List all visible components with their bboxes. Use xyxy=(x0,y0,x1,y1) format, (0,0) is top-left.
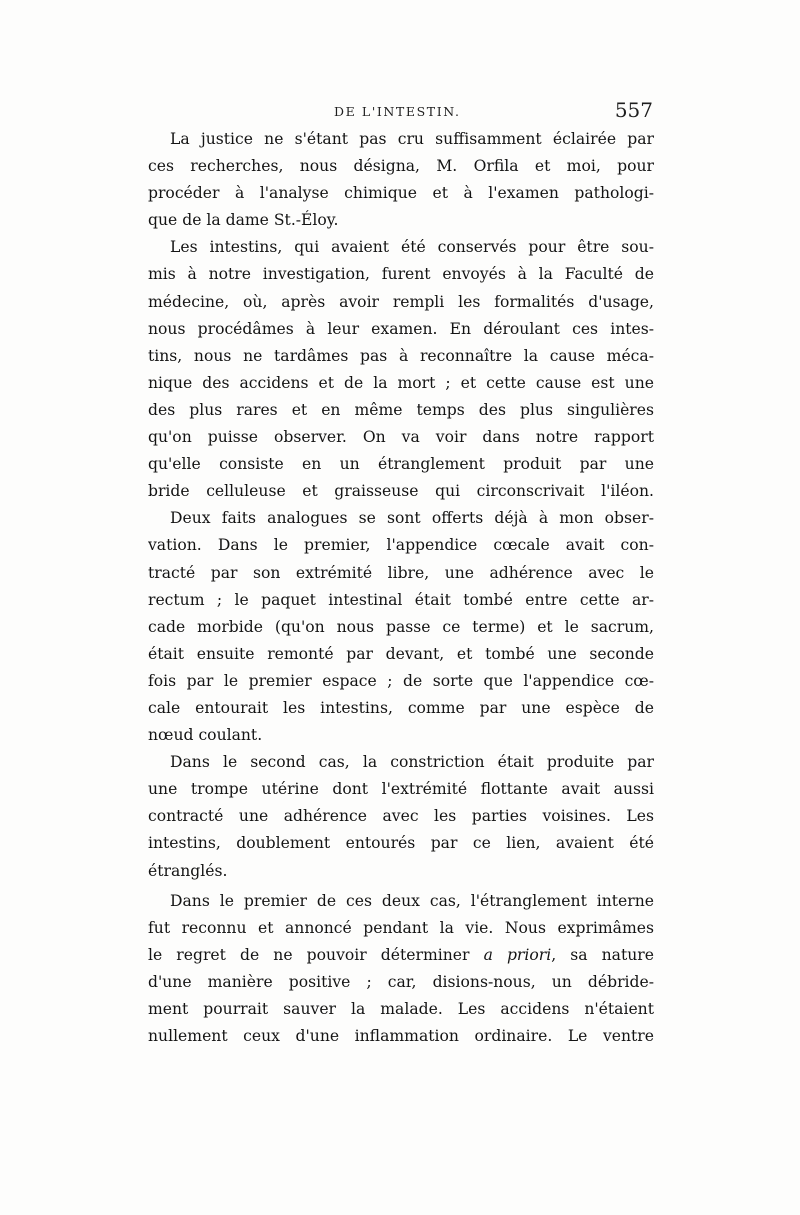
text-line: étranglés. xyxy=(148,861,228,880)
text-line: contracté une adhérence avec les parties voisines. Les xyxy=(148,807,654,826)
text-line: nullement ceux d'une inflammation ordinaire. Le ventre xyxy=(148,1027,654,1046)
text-line xyxy=(148,942,654,969)
text-line: cade morbide (qu'on nous passe ce terme) et le sacrum, xyxy=(148,617,654,636)
text-line: ment pourrait sauver la malade. Les accidens n'étaient xyxy=(148,1000,654,1018)
text-line: Deux faits analogues se sont offerts déjà à mon obser- xyxy=(170,509,654,528)
text-fragment: le regret de ne pouvoir déterminer xyxy=(148,945,470,964)
text-line: mis à notre investigation, furent envoyés à la Faculté de xyxy=(148,265,654,284)
text-line: qu'on puisse observer. On va voir dans notre rapport xyxy=(148,428,654,447)
text-line: des plus rares et en même temps des plus singulières xyxy=(148,400,654,419)
text-line: qu'elle consiste en un étranglement produit par une xyxy=(148,455,654,474)
text-line: tracté par son extrémité libre, une adhérence avec le xyxy=(148,563,654,582)
text-line: intestins, doublement entourés par ce lien, avaient été xyxy=(148,834,654,853)
text-line: La justice ne s'étant pas cru suffisamment éclairée par xyxy=(170,130,654,148)
text-line: Dans le premier de ces deux cas, l'étranglement interne xyxy=(170,891,654,910)
text-line: bride celluleuse et graisseuse qui circonscrivait l'iléon. xyxy=(148,482,654,501)
text-line: Les intestins, qui avaient été conservés pour être sou- xyxy=(170,238,654,257)
text-fragment: , sa nature xyxy=(551,945,654,964)
text-line: d'une manière positive ; car, disions-nous, un débride- xyxy=(148,972,654,991)
text-line: médecine, où, après avoir rempli les formalités d'usage, xyxy=(148,292,654,311)
text-line: Dans le second cas, la constriction était produite par xyxy=(170,753,654,772)
body-text xyxy=(148,126,654,1050)
text-line: une trompe utérine dont l'extrémité flottante avait aussi xyxy=(148,780,654,799)
text-line: procéder à l'analyse chimique et à l'examen pathologi- xyxy=(148,184,654,203)
text-line: vation. Dans le premier, l'appendice cœcale avait con- xyxy=(148,536,654,555)
text-line: que de la dame St.-Éloy. xyxy=(148,211,339,230)
text-line: nous procédâmes à leur examen. En déroulant ces intes- xyxy=(148,319,654,338)
text-line: cale entourait les intestins, comme par une espèce de xyxy=(148,698,654,717)
text-line: nique des accidens et de la mort ; et cette cause est une xyxy=(148,373,654,392)
text-line: ces recherches, nous désigna, M. Orfila et moi, pour xyxy=(148,157,654,176)
text-line: fois par le premier espace ; de sorte que l'appendice cœ- xyxy=(148,671,654,690)
italic-phrase: a priori xyxy=(483,945,552,964)
text-line: nœud coulant. xyxy=(148,726,263,745)
text-line: rectum ; le paquet intestinal était tombé entre cette ar- xyxy=(148,590,654,609)
running-title: DE L'INTESTIN. xyxy=(334,104,461,119)
text-line: fut reconnu et annoncé pendant la vie. Nous exprimâmes xyxy=(148,918,654,937)
text-line: tins, nous ne tardâmes pas à reconnaître la cause méca- xyxy=(148,346,654,365)
page-number: 557 xyxy=(614,98,653,122)
page-header xyxy=(148,98,653,128)
text-line: était ensuite remonté par devant, et tombé une seconde xyxy=(148,644,654,663)
